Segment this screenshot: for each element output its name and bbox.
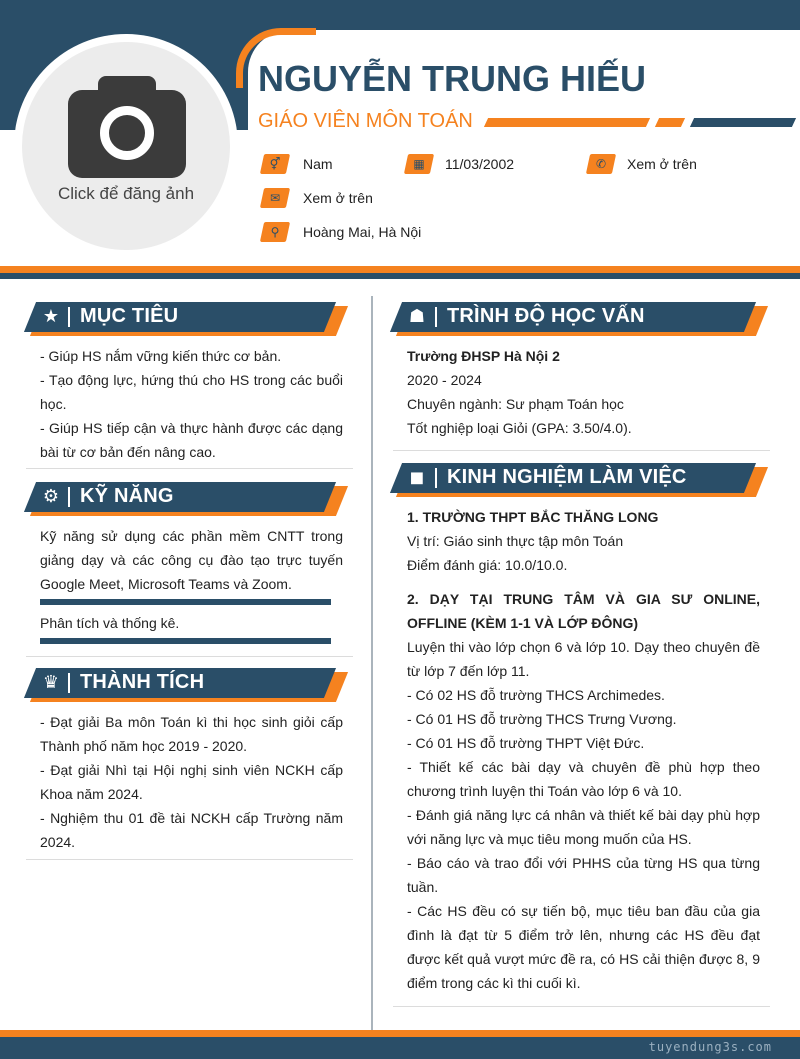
- objective-separator: [26, 468, 353, 469]
- objective-line-1: - Giúp HS nắm vững kiến thức cơ bản.: [40, 348, 282, 364]
- job2-bullet-3: - Có 01 HS đỗ trường THPT Việt Đức.: [407, 735, 645, 751]
- camera-icon-lens: [100, 106, 154, 160]
- skill-item-2: Phân tích và thống kê.: [40, 615, 180, 631]
- education-header-sep: [435, 307, 437, 327]
- job1-score: Điểm đánh giá: 10.0/10.0.: [407, 557, 568, 573]
- education-period: 2020 - 2024: [407, 372, 482, 388]
- column-divider: [371, 296, 373, 1038]
- star-icon: ★: [42, 306, 60, 327]
- objective-header-sep: [68, 307, 70, 327]
- education-school: Trường ĐHSP Hà Nội 2: [407, 348, 560, 364]
- gender-icon: ⚥: [260, 154, 290, 174]
- job2-heading: 2. DẠY TẠI TRUNG TÂM VÀ GIA SƯ ONLINE, OFFLINE (KÈM 1-1 VÀ LỚP ĐÔNG): [407, 591, 760, 631]
- header-divider-orange: [0, 266, 800, 273]
- job2-bullet-4: - Thiết kế các bài dạy và chuyên đề phù hợp theo chương trình luyện thi Toán vào lớp 6 và 10.: [407, 759, 760, 799]
- education-major: Chuyên ngành: Sư phạm Toán học: [407, 396, 624, 412]
- location-icon: ⚲: [260, 222, 290, 242]
- footer-band-orange: [0, 1030, 800, 1037]
- objective-header: [24, 302, 336, 332]
- education-grade: Tốt nghiệp loại Giỏi (GPA: 3.50/4.0).: [407, 420, 632, 436]
- footer-watermark: tuyendung3s.com: [648, 1040, 772, 1054]
- job2-intro: Luyện thi vào lớp chọn 6 và lớp 10. Dạy theo chuyên đề từ lớp 7 đến lớp 11.: [407, 639, 760, 679]
- achievement-line-2: - Đạt giải Nhì tại Hội nghị sinh viên NCKH cấp Khoa năm 2024.: [40, 762, 343, 802]
- objective-line-2: - Tạo động lực, hứng thú cho HS trong các buổi học.: [40, 372, 343, 412]
- skills-separator: [26, 656, 353, 657]
- phone-value: Xem ở trên: [627, 156, 697, 172]
- birthday-value: 11/03/2002: [445, 156, 515, 172]
- email-icon: ✉: [260, 188, 290, 208]
- graduation-cap-icon: ☗: [408, 306, 426, 327]
- header-divider-blue: [0, 273, 800, 279]
- phone-icon: ✆: [586, 154, 616, 174]
- avatar-upload-label[interactable]: Click để đăng ảnh: [57, 184, 195, 203]
- experience-title: KINH NGHIỆM LÀM VIỆC: [447, 466, 687, 488]
- achievements-header-sep: [68, 673, 70, 693]
- job-title: GIÁO VIÊN MÔN TOÁN: [258, 110, 473, 132]
- trophy-icon: ♛: [42, 672, 60, 693]
- job1-position: Vị trí: Giáo sinh thực tập môn Toán: [407, 533, 624, 549]
- experience-separator: [393, 1006, 770, 1007]
- address-value: Hoàng Mai, Hà Nội: [303, 224, 422, 240]
- job2-bullet-6: - Báo cáo và trao đổi với PHHS của từng HS qua từng tuần.: [407, 855, 760, 895]
- job2-bullet-5: - Đánh giá năng lực cá nhân và thiết kế bài dạy phù hợp với năng lực và mục tiêu mong muốn của HS.: [407, 807, 760, 847]
- achievement-line-3: - Nghiệm thu 01 đề tài NCKH cấp Trường năm 2024.: [40, 810, 343, 850]
- gender-value: Nam: [303, 156, 333, 172]
- gear-icon: ⚙: [42, 486, 60, 507]
- briefcase-icon: ◼: [409, 467, 425, 488]
- title-deco-bar-3: [690, 118, 796, 127]
- calendar-icon: ▦: [404, 154, 434, 174]
- job2-bullet-1: - Có 02 HS đỗ trường THCS Archimedes.: [407, 687, 665, 703]
- education-separator: [393, 450, 770, 451]
- skill-item-1: Kỹ năng sử dụng các phần mềm CNTT trong giảng dạy và các công cụ đào tạo trực tuyến Google Meet, Microsoft Teams và Zoom.: [40, 528, 343, 592]
- achievement-line-1: - Đạt giải Ba môn Toán kì thi học sinh giỏi cấp Thành phố năm học 2019 - 2020.: [40, 714, 343, 754]
- skill-level-bar-1: [40, 599, 331, 605]
- skills-title: KỸ NĂNG: [80, 485, 174, 507]
- objective-title: MỤC TIÊU: [80, 305, 179, 327]
- achievements-title: THÀNH TÍCH: [80, 671, 205, 693]
- skill-level-bar-2: [40, 638, 331, 644]
- skills-header-sep: [68, 487, 70, 507]
- job2-bullet-2: - Có 01 HS đỗ trường THCS Trưng Vương.: [407, 711, 677, 727]
- title-deco-bar-2: [655, 118, 685, 127]
- email-value: Xem ở trên: [303, 190, 373, 206]
- achievements-separator: [26, 859, 353, 860]
- skills-header: [24, 482, 336, 512]
- job2-bullet-7: - Các HS đều có sự tiến bộ, mục tiêu ban đầu của gia đình là đạt từ 5 điểm trở lên, nhưng các HS đều đạt được kết quả vượt mức đề ra, có HS cải thiện được 8, 9 điểm trong các kì thi cuối kì.: [407, 903, 760, 991]
- objective-line-3: - Giúp HS tiếp cận và thực hành được các dạng bài từ cơ bản đến nâng cao.: [40, 420, 343, 460]
- candidate-name: NGUYỄN TRUNG HIẾU: [258, 58, 647, 99]
- experience-header-sep: [435, 468, 437, 488]
- job1-heading: 1. TRƯỜNG THPT BẮC THĂNG LONG: [407, 509, 659, 525]
- title-deco-bar-1: [484, 118, 650, 127]
- education-title: TRÌNH ĐỘ HỌC VẤN: [447, 305, 645, 327]
